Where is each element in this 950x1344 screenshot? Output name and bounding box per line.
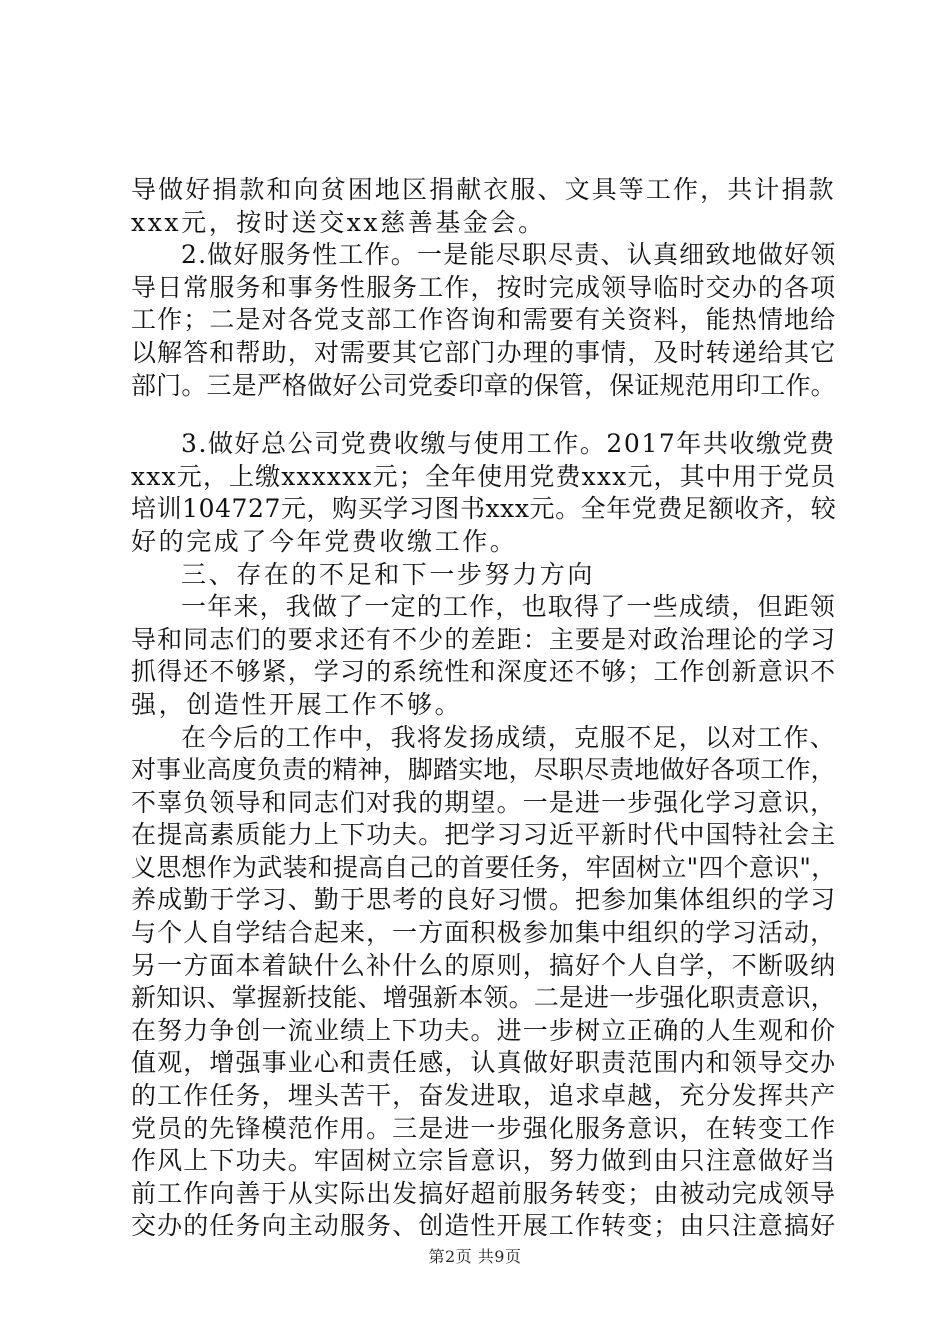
- text-line: 工作；二是对各党支部工作咨询和需要有关资料，能热情地给: [131, 305, 837, 335]
- text-line: 前工作向善于从实际出发搞好超前服务转变；由被动完成领导: [131, 1178, 837, 1208]
- text-line: 对事业高度负责的精神，脚踏实地，尽职尽责地做好各项工作，: [131, 755, 836, 785]
- paragraph-future-plans: [131, 722, 836, 1244]
- paragraph-shortcomings: [131, 591, 836, 721]
- text-line: 养成勤于学习、勤于思考的良好习惯。把参加集体组织的学习: [131, 885, 837, 915]
- document-body: [131, 174, 836, 1243]
- text-line: 以解答和帮助，对需要其它部门办理的事情，及时转递给其它: [131, 337, 837, 367]
- text-line: 抓得还不够紧，学习的系统性和深度还不够；工作创新意识不: [131, 657, 837, 687]
- text-line: 部门。三是严格做好公司党委印章的保管，保证规范用印工作。: [131, 370, 836, 400]
- text-line: 导日常服务和事务性服务工作，按时完成领导临时交办的各项: [131, 272, 837, 302]
- text-line: 的工作任务，埋头苦干，奋发进取，追求卓越，充分发挥共产: [131, 1081, 837, 1111]
- paragraph-service-work: [131, 239, 836, 402]
- text-line: 在今后的工作中，我将发扬成绩，克服不足，以对工作、: [181, 722, 837, 752]
- text-line: 交办的任务向主动服务、创造性开展工作转变；由只注意搞好: [131, 1211, 837, 1241]
- text-line: 不辜负领导和同志们对我的期望。一是进一步强化学习意识，: [131, 787, 837, 817]
- text-line: 2.做好服务性工作。一是能尽职尽责、认真细致地做好领: [181, 240, 837, 270]
- page-number-footer: 第2页 共9页: [428, 1247, 522, 1266]
- text-line: 3.做好总公司党费收缴与使用工作。2017年共收缴党费: [181, 429, 836, 459]
- text-line: 义思想作为武装和提高自己的首要任务，牢固树立"四个意识"，: [131, 852, 837, 882]
- text-line: 培训104727元，购买学习图书xxx元。全年党费足额收齐，较: [131, 494, 837, 524]
- text-line: 导和同志们的要求还有不少的差距：主要是对政治理论的学习: [131, 624, 837, 654]
- text-line: 好的完成了今年党费收缴工作。: [131, 526, 518, 556]
- section-heading: 三、存在的不足和下一步努力方向: [181, 559, 596, 589]
- text-line: xxx元，按时送交xx慈善基金会。: [131, 207, 546, 237]
- section-heading-shortcomings: [131, 559, 836, 592]
- text-line: 作风上下功夫。牢固树立宗旨意识，努力做到由只注意做好当: [131, 1146, 837, 1176]
- paragraph-donation-continued: [131, 174, 836, 239]
- text-line: 党员的先锋模范作用。三是进一步强化服务意识，在转变工作: [131, 1113, 837, 1143]
- text-line: 另一方面本着缺什么补什么的原则，搞好个人自学，不断吸纳: [131, 950, 837, 980]
- text-line: 强，创造性开展工作不够。: [131, 689, 463, 719]
- text-line: 一年来，我做了一定的工作，也取得了一些成绩，但距领: [181, 592, 837, 622]
- paragraph-party-dues: [131, 428, 836, 558]
- text-line: 在提高素质能力上下功夫。把学习习近平新时代中国特社会主: [131, 820, 837, 850]
- text-line: 与个人自学结合起来，一方面积极参加集中组织的学习活动，: [131, 918, 837, 948]
- text-line: 新知识、掌握新技能、增强新本领。二是进一步强化职责意识，: [131, 983, 836, 1013]
- text-line: 导做好捐款和向贫困地区捐献衣服、文具等工作，共计捐款: [131, 175, 836, 204]
- text-line: 值观，增强事业心和责任感，认真做好职责范围内和领导交办: [131, 1048, 837, 1078]
- text-line: 在努力争创一流业绩上下功夫。进一步树立正确的人生观和价: [131, 1015, 837, 1045]
- paragraph-spacer: [131, 402, 836, 428]
- text-line: xxx元，上缴xxxxxx元；全年使用党费xxx元，其中用于党员: [131, 461, 837, 491]
